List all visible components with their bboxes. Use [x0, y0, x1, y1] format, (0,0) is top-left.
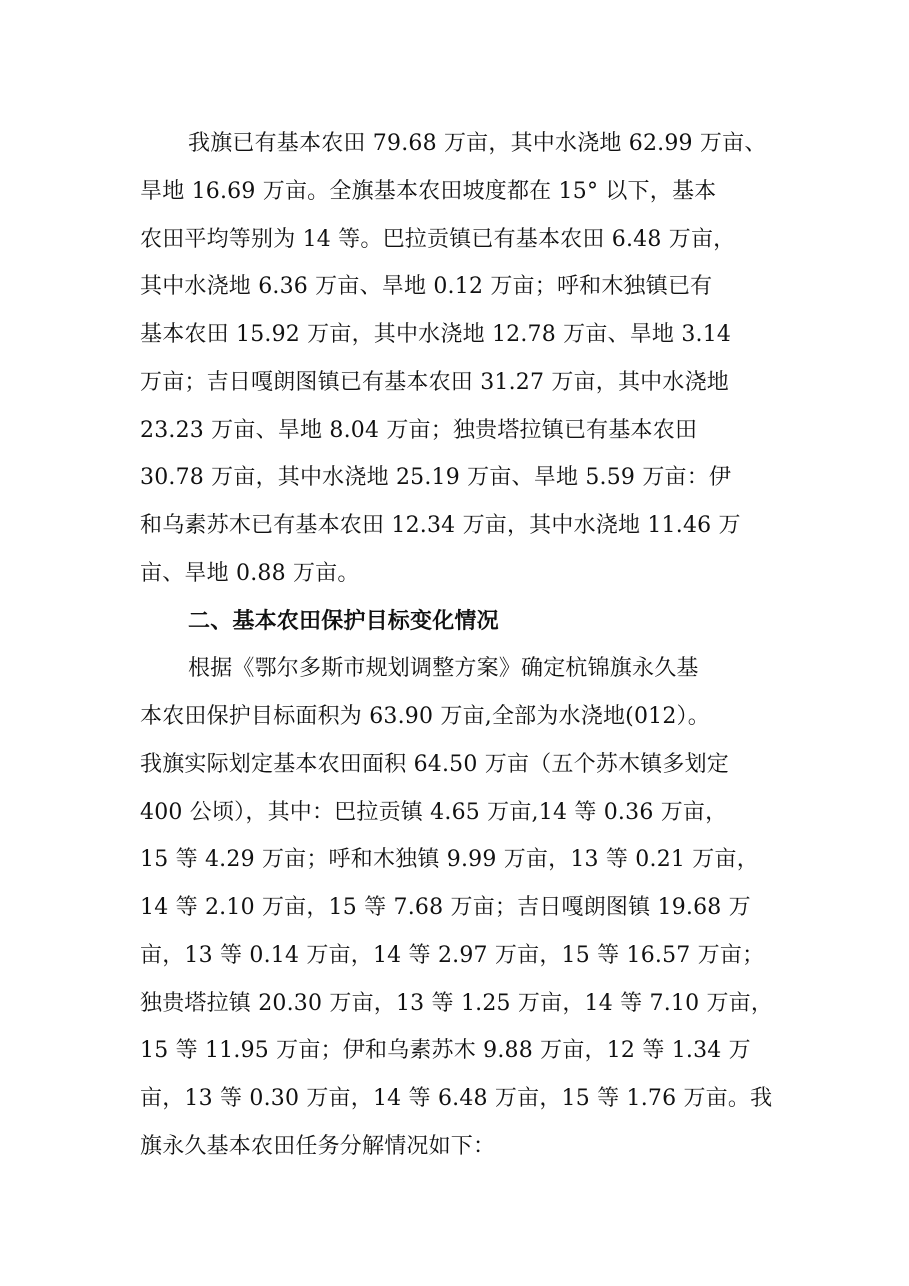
- paragraph-2-line-11: 旗永久基本农田任务分解情况如下：: [140, 1134, 496, 1159]
- paragraph-1-line-4: 其中水浇地 6.36 万亩、旱地 0.12 万亩；呼和木独镇已有: [140, 274, 713, 299]
- paragraph-2-line-3: 我旗实际划定基本农田面积 64.50 万亩（五个苏木镇多划定: [140, 752, 729, 777]
- paragraph-2-line-5: 15 等 4.29 万亩；呼和木独镇 9.99 万亩，13 等 0.21 万亩，: [140, 847, 759, 872]
- paragraph-2-line-9: 15 等 11.95 万亩；伊和乌素苏木 9.88 万亩，12 等 1.34 万: [140, 1038, 751, 1063]
- section-heading: 二、基本农田保护目标变化情况: [188, 609, 499, 634]
- paragraph-1-line-5: 基本农田 15.92 万亩，其中水浇地 12.78 万亩、旱地 3.14: [140, 322, 732, 347]
- paragraph-2-line-6: 14 等 2.10 万亩，15 等 7.68 万亩；吉日嘎朗图镇 19.68 万: [140, 895, 751, 920]
- paragraph-2-line-8: 独贵塔拉镇 20.30 万亩，13 等 1.25 万亩，14 等 7.10 万亩，: [140, 991, 774, 1016]
- paragraph-2-line-10: 亩，13 等 0.30 万亩，14 等 6.48 万亩，15 等 1.76 万亩。我: [140, 1086, 773, 1111]
- paragraph-1-line-10: 亩、旱地 0.88 万亩。: [140, 561, 360, 586]
- paragraph-1-line-2: 旱地 16.69 万亩。全旗基本农田坡度都在 15° 以下，基本: [140, 179, 717, 204]
- paragraph-1-line-1: 我旗已有基本农田 79.68 万亩，其中水浇地 62.99 万亩、: [188, 131, 767, 156]
- paragraph-2-line-1: 根据《鄂尔多斯市规划调整方案》确定杭锦旗永久基: [188, 656, 699, 681]
- paragraph-1-line-8: 30.78 万亩，其中水浇地 25.19 万亩、旱地 5.59 万亩：伊: [140, 465, 732, 490]
- paragraph-1-line-7: 23.23 万亩、旱地 8.04 万亩；独贵塔拉镇已有基本农田: [140, 418, 698, 443]
- paragraph-1-line-6: 万亩；吉日嘎朗图镇已有基本农田 31.27 万亩，其中水浇地: [140, 370, 729, 395]
- paragraph-2-line-2: 本农田保护目标面积为 63.90 万亩,全部为水浇地(012）。: [140, 704, 710, 729]
- paragraph-2-line-7: 亩，13 等 0.14 万亩，14 等 2.97 万亩，15 等 16.57 万亩；: [140, 943, 765, 968]
- paragraph-1-line-3: 农田平均等别为 14 等。巴拉贡镇已有基本农田 6.48 万亩，: [140, 227, 736, 252]
- paragraph-2-line-4: 400 公顷），其中：巴拉贡镇 4.65 万亩,14 等 0.36 万亩，: [140, 800, 728, 825]
- paragraph-1-line-9: 和乌素苏木已有基本农田 12.34 万亩，其中水浇地 11.46 万: [140, 513, 741, 538]
